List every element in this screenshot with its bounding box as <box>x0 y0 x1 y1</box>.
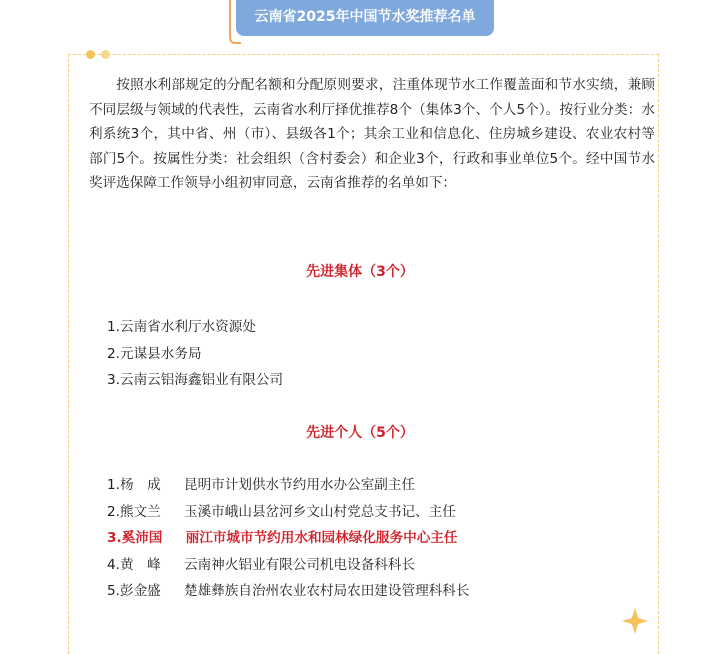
item-text: 云南省水利厅水资源处 <box>119 319 256 335</box>
item-text: 云南云铝海鑫铝业有限公司 <box>119 372 284 389</box>
person-name: 黄 峰 <box>119 556 161 573</box>
item-number: 1. <box>107 477 120 493</box>
person-name: 奚沛国 <box>121 530 163 547</box>
list-item <box>107 367 283 394</box>
person-name: 杨 成 <box>119 477 161 493</box>
item-text: 元谋县水务局 <box>119 345 202 362</box>
list-item <box>107 472 469 499</box>
decorative-dot <box>86 50 95 59</box>
list-item-highlighted <box>107 525 469 552</box>
list-item <box>107 341 283 368</box>
intro-paragraph: 按照水利部规定的分配名额和分配原则要求，注重体现节水工作覆盖面和节水实绩，兼顾不同层级与领域的代表性，云南省水利厅择优推荐8个（集体3个、个人5个）。按行业分类：水利系统3个，其中省、州（市）、县级各1个；其余工业和信息化、住房城乡建设、农业农村等部门5个。按属性分类：社会组织（含村委会）和企业3个，行政和事业单位5个。经中国节水奖评选保障工作领导小组初审同意，云南省推荐的名单如下： <box>89 77 655 191</box>
list-item <box>107 578 469 605</box>
list-item <box>107 314 283 341</box>
page-title: 云南省2025年中国节水奖推荐名单 <box>236 0 494 36</box>
person-name: 熊文兰 <box>119 503 161 520</box>
item-number: 1. <box>107 319 120 335</box>
item-number: 3. <box>107 530 122 547</box>
item-number: 2. <box>107 345 120 362</box>
person-title: 玉溪市峨山县岔河乡文山村党总支书记、主任 <box>183 503 456 520</box>
collective-heading: 先进集体（3个） <box>306 264 414 280</box>
item-number: 2. <box>107 503 120 520</box>
person-title: 云南神火铝业有限公司机电设备科科长 <box>183 556 416 573</box>
item-number: 4. <box>107 556 120 573</box>
person-title: 楚雄彝族自治州农业农村局农田建设管理科科长 <box>183 583 470 600</box>
decorative-dot <box>101 50 110 59</box>
item-number: 5. <box>107 583 120 600</box>
individual-list <box>107 472 469 605</box>
list-item <box>107 552 469 579</box>
individual-heading: 先进个人（5个） <box>306 425 414 441</box>
collective-list <box>107 314 283 394</box>
item-number: 3. <box>107 372 120 389</box>
list-item <box>107 499 469 526</box>
person-title: 丽江市城市节约用水和园林绿化服务中心主任 <box>185 530 458 547</box>
person-title: 昆明市计划供水节约用水办公室副主任 <box>183 477 416 493</box>
person-name: 彭金盛 <box>119 583 161 600</box>
